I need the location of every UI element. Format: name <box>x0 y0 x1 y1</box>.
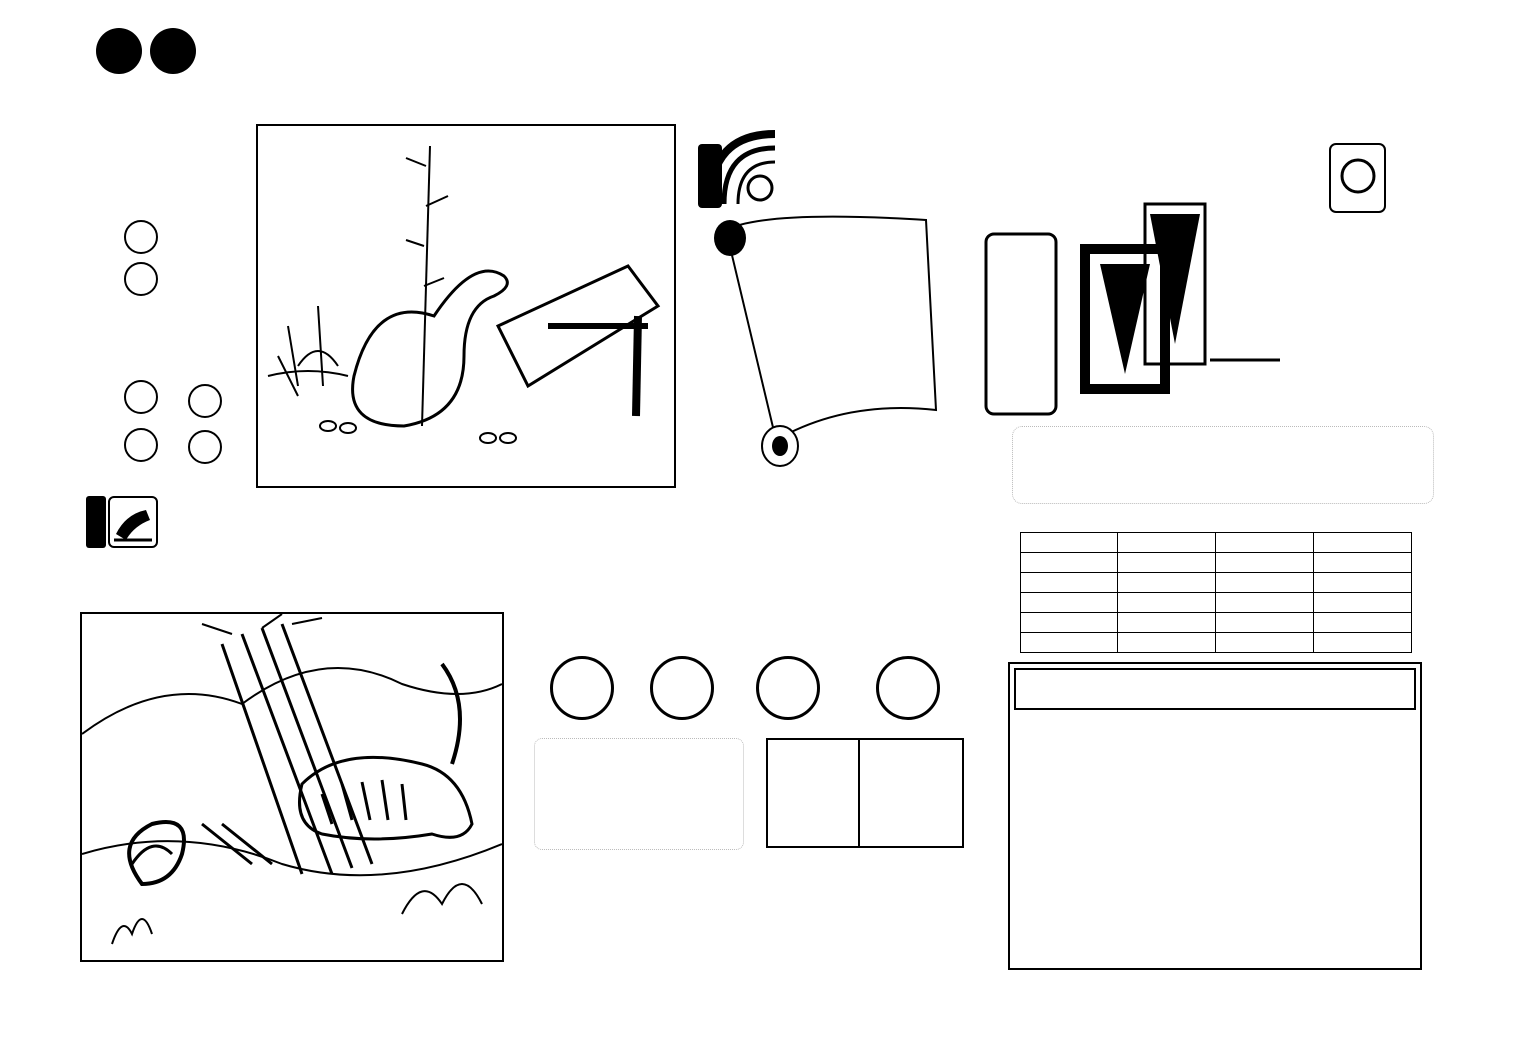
stats-header-hot <box>1118 533 1216 553</box>
tiger-drawing <box>82 614 502 960</box>
stats-cold <box>1216 553 1314 573</box>
stats-hot <box>1118 553 1216 573</box>
stats-cold <box>1216 613 1314 633</box>
hint-hand-icon <box>108 496 158 548</box>
notice-box <box>1012 426 1434 504</box>
blue-ball-1 <box>124 380 158 414</box>
blue-ball-2 <box>124 428 158 462</box>
stats-give <box>1314 573 1412 593</box>
stats-give <box>1314 593 1412 613</box>
hk-badge-1 <box>96 28 142 74</box>
red-ball-2 <box>188 430 222 464</box>
green-ball-2 <box>124 262 158 296</box>
goose-drawing <box>258 126 674 486</box>
open-box <box>534 738 744 850</box>
inside-ball-2 <box>650 656 714 720</box>
treasure-label <box>698 144 722 208</box>
stats-row <box>1021 613 1412 633</box>
stats-table <box>1020 532 1412 653</box>
logo-block <box>980 124 1400 424</box>
stats-cold <box>1216 633 1314 653</box>
special-box <box>766 738 964 848</box>
stats-header-door <box>1021 533 1118 553</box>
stats-header-give <box>1314 533 1412 553</box>
results-title-box <box>1014 668 1416 710</box>
stats-row <box>1021 593 1412 613</box>
marksix-band-left <box>48 104 72 980</box>
green-ball-1 <box>124 220 158 254</box>
special-divider <box>858 740 860 846</box>
marksix-band-bottom <box>66 981 1456 1005</box>
hk-badge-2 <box>150 28 196 74</box>
inside-ball-3 <box>756 656 820 720</box>
hint-badge-label <box>86 496 106 548</box>
stats-hot <box>1118 613 1216 633</box>
stats-hot <box>1118 633 1216 653</box>
poem-scroll <box>706 200 946 480</box>
stats-cold <box>1216 593 1314 613</box>
stats-row <box>1021 633 1412 653</box>
stats-row <box>1021 553 1412 573</box>
stats-give <box>1314 613 1412 633</box>
treasure-illustration-tiger <box>80 612 504 962</box>
barcode <box>122 1006 214 1034</box>
stats-cold <box>1216 573 1314 593</box>
inside-ball-1 <box>550 656 614 720</box>
hint-badge <box>86 496 160 552</box>
stats-give <box>1314 553 1412 573</box>
stats-header-cold <box>1216 533 1314 553</box>
stats-give <box>1314 633 1412 653</box>
treasure-illustration-goose <box>256 124 676 488</box>
red-ball-1 <box>188 384 222 418</box>
stats-hot <box>1118 593 1216 613</box>
inside-ball-4 <box>876 656 940 720</box>
stats-hot <box>1118 573 1216 593</box>
marksix-band-top <box>50 80 1480 104</box>
stats-row <box>1021 573 1412 593</box>
marksix-band-right <box>1452 104 1476 1004</box>
